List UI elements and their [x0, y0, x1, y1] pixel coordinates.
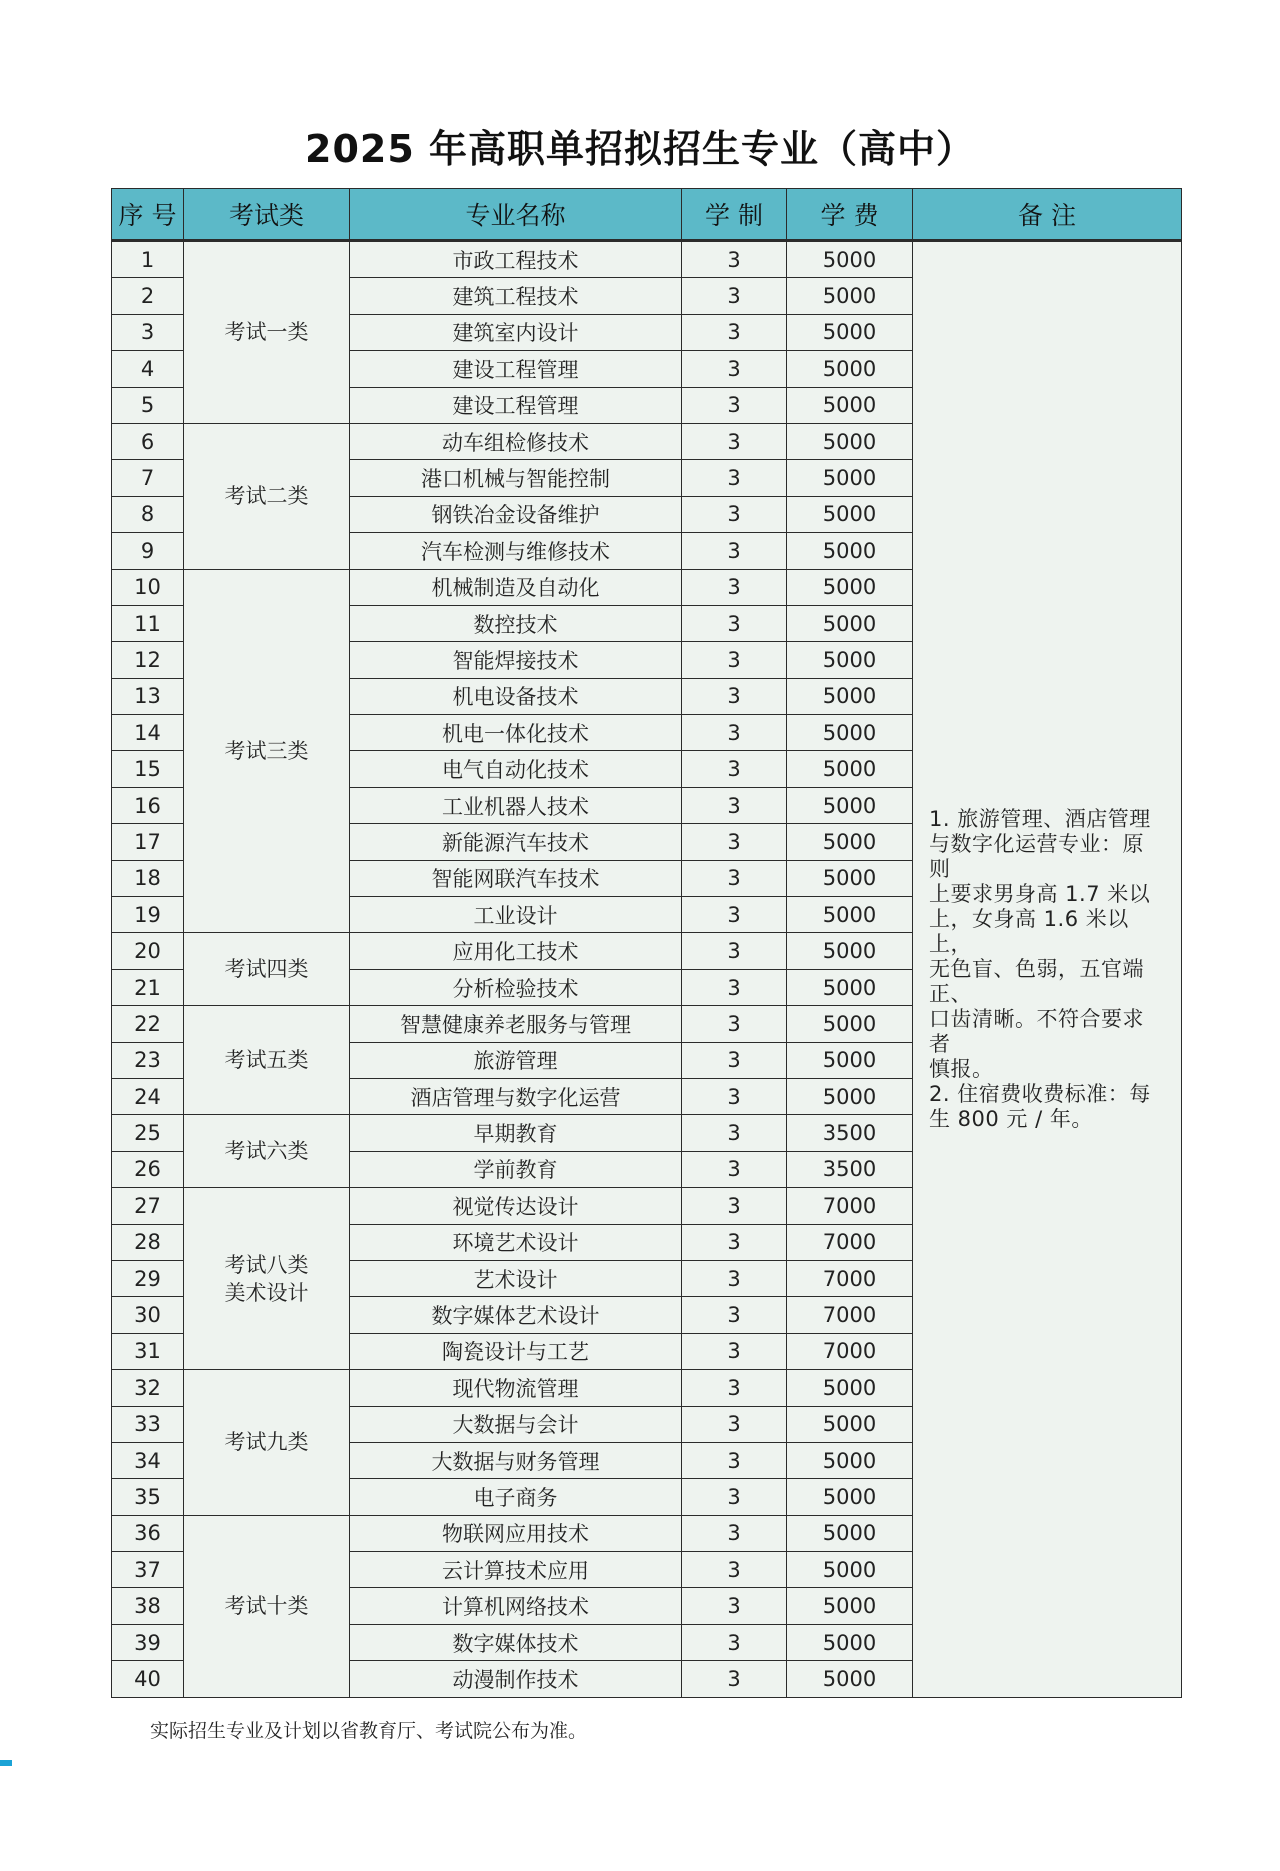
cell-index: 37: [112, 1552, 184, 1588]
cell-index: 16: [112, 787, 184, 823]
cell-years: 3: [682, 860, 787, 896]
cell-index: 19: [112, 897, 184, 933]
cell-index: 15: [112, 751, 184, 787]
cell-index: 24: [112, 1078, 184, 1114]
cell-major: 智能焊接技术: [350, 642, 682, 678]
cell-index: 2: [112, 278, 184, 314]
cell-years: 3: [682, 1224, 787, 1260]
page-edge-mark: [0, 1760, 12, 1766]
cell-fee: 5000: [787, 1661, 913, 1697]
cell-major: 现代物流管理: [350, 1370, 682, 1406]
cell-major: 大数据与会计: [350, 1406, 682, 1442]
cell-years: 3: [682, 1042, 787, 1078]
cell-remarks: 1. 旅游管理、酒店管理 与数字化运营专业：原则 上要求男身高 1.7 米以 上，女身高 1.6 米以上， 无色盲、色弱，五官端正、 口齿清晰。不符合要求者 慎报。 2. 住宿费收费标准：每 生 800 元 / 年。: [913, 241, 1182, 1698]
cell-years: 3: [682, 715, 787, 751]
cell-major: 机电设备技术: [350, 678, 682, 714]
cell-major: 云计算技术应用: [350, 1552, 682, 1588]
cell-major: 工业机器人技术: [350, 787, 682, 823]
cell-index: 11: [112, 605, 184, 641]
cell-fee: 5000: [787, 824, 913, 860]
cell-index: 23: [112, 1042, 184, 1078]
cell-index: 33: [112, 1406, 184, 1442]
cell-years: 3: [682, 1370, 787, 1406]
cell-major: 分析检验技术: [350, 969, 682, 1005]
cell-exam-category: 考试六类: [184, 1115, 350, 1188]
cell-major: 建设工程管理: [350, 351, 682, 387]
cell-fee: 5000: [787, 1042, 913, 1078]
cell-years: 3: [682, 314, 787, 350]
page-title: 2025 年高职单招拟招生专业（高中）: [305, 127, 975, 171]
cell-major: 港口机械与智能控制: [350, 460, 682, 496]
cell-index: 7: [112, 460, 184, 496]
cell-index: 26: [112, 1151, 184, 1187]
cell-major: 动漫制作技术: [350, 1661, 682, 1697]
table-row: [112, 241, 1182, 278]
cell-years: 3: [682, 278, 787, 314]
cell-years: 3: [682, 1624, 787, 1660]
cell-major: 新能源汽车技术: [350, 824, 682, 860]
cell-fee: 7000: [787, 1297, 913, 1333]
cell-fee: 5000: [787, 278, 913, 314]
cell-fee: 5000: [787, 678, 913, 714]
cell-index: 14: [112, 715, 184, 751]
cell-major: 钢铁冶金设备维护: [350, 496, 682, 532]
cell-years: 3: [682, 824, 787, 860]
cell-fee: 5000: [787, 897, 913, 933]
cell-index: 31: [112, 1333, 184, 1369]
cell-years: 3: [682, 387, 787, 423]
cell-fee: 5000: [787, 569, 913, 605]
cell-exam-category: 考试五类: [184, 1006, 350, 1115]
cell-fee: 5000: [787, 1624, 913, 1660]
cell-fee: 5000: [787, 1515, 913, 1551]
cell-fee: 5000: [787, 715, 913, 751]
cell-years: 3: [682, 1006, 787, 1042]
cell-fee: 5000: [787, 1078, 913, 1114]
cell-fee: 3500: [787, 1115, 913, 1151]
cell-fee: 7000: [787, 1333, 913, 1369]
cell-years: 3: [682, 460, 787, 496]
cell-fee: 5000: [787, 605, 913, 641]
cell-major: 数字媒体艺术设计: [350, 1297, 682, 1333]
cell-index: 20: [112, 933, 184, 969]
cell-exam-category: 考试二类: [184, 423, 350, 569]
cell-years: 3: [682, 1406, 787, 1442]
cell-fee: 7000: [787, 1260, 913, 1296]
cell-fee: 5000: [787, 642, 913, 678]
cell-exam-category: 考试一类: [184, 241, 350, 424]
cell-major: 环境艺术设计: [350, 1224, 682, 1260]
cell-index: 5: [112, 387, 184, 423]
cell-index: 38: [112, 1588, 184, 1624]
cell-major: 学前教育: [350, 1151, 682, 1187]
cell-fee: 5000: [787, 1588, 913, 1624]
cell-index: 17: [112, 824, 184, 860]
cell-fee: 5000: [787, 314, 913, 350]
table-body: [112, 241, 1182, 1698]
cell-years: 3: [682, 1260, 787, 1296]
cell-index: 6: [112, 423, 184, 459]
cell-index: 30: [112, 1297, 184, 1333]
cell-years: 3: [682, 423, 787, 459]
header-remarks: 备 注: [913, 189, 1182, 241]
cell-major: 电子商务: [350, 1479, 682, 1515]
cell-major: 市政工程技术: [350, 241, 682, 278]
cell-index: 40: [112, 1661, 184, 1697]
cell-major: 机械制造及自动化: [350, 569, 682, 605]
cell-index: 12: [112, 642, 184, 678]
cell-fee: 5000: [787, 496, 913, 532]
cell-fee: 5000: [787, 460, 913, 496]
cell-major: 建筑工程技术: [350, 278, 682, 314]
header-major: 专业名称: [350, 189, 682, 241]
cell-fee: 5000: [787, 969, 913, 1005]
cell-years: 3: [682, 969, 787, 1005]
cell-index: 13: [112, 678, 184, 714]
enrollment-table: [111, 188, 1182, 1698]
footnote: 实际招生专业及计划以省教育厅、考试院公布为准。: [150, 1720, 588, 1742]
cell-index: 29: [112, 1260, 184, 1296]
cell-years: 3: [682, 933, 787, 969]
cell-index: 3: [112, 314, 184, 350]
cell-exam-category: 考试十类: [184, 1515, 350, 1697]
cell-index: 34: [112, 1442, 184, 1478]
cell-fee: 5000: [787, 860, 913, 896]
cell-fee: 5000: [787, 351, 913, 387]
cell-index: 25: [112, 1115, 184, 1151]
cell-years: 3: [682, 1188, 787, 1224]
cell-years: 3: [682, 642, 787, 678]
cell-fee: 7000: [787, 1188, 913, 1224]
cell-exam-category: 考试九类: [184, 1370, 350, 1516]
cell-fee: 7000: [787, 1224, 913, 1260]
cell-years: 3: [682, 605, 787, 641]
cell-years: 3: [682, 1552, 787, 1588]
cell-fee: 5000: [787, 1006, 913, 1042]
cell-exam-category: 考试八类 美术设计: [184, 1188, 350, 1370]
cell-years: 3: [682, 1333, 787, 1369]
cell-years: 3: [682, 678, 787, 714]
cell-years: 3: [682, 569, 787, 605]
cell-years: 3: [682, 533, 787, 569]
cell-years: 3: [682, 241, 787, 278]
cell-years: 3: [682, 751, 787, 787]
cell-fee: 3500: [787, 1151, 913, 1187]
cell-major: 汽车检测与维修技术: [350, 533, 682, 569]
cell-major: 建设工程管理: [350, 387, 682, 423]
cell-index: 32: [112, 1370, 184, 1406]
cell-major: 机电一体化技术: [350, 715, 682, 751]
cell-index: 10: [112, 569, 184, 605]
cell-fee: 5000: [787, 423, 913, 459]
cell-major: 计算机网络技术: [350, 1588, 682, 1624]
cell-index: 22: [112, 1006, 184, 1042]
cell-major: 数字媒体技术: [350, 1624, 682, 1660]
cell-index: 28: [112, 1224, 184, 1260]
cell-fee: 5000: [787, 1442, 913, 1478]
cell-major: 陶瓷设计与工艺: [350, 1333, 682, 1369]
cell-years: 3: [682, 897, 787, 933]
cell-fee: 5000: [787, 1552, 913, 1588]
cell-major: 早期教育: [350, 1115, 682, 1151]
cell-fee: 5000: [787, 1406, 913, 1442]
cell-major: 建筑室内设计: [350, 314, 682, 350]
cell-index: 39: [112, 1624, 184, 1660]
cell-major: 艺术设计: [350, 1260, 682, 1296]
cell-years: 3: [682, 787, 787, 823]
cell-fee: 5000: [787, 533, 913, 569]
cell-index: 18: [112, 860, 184, 896]
cell-index: 9: [112, 533, 184, 569]
cell-index: 27: [112, 1188, 184, 1224]
cell-index: 4: [112, 351, 184, 387]
cell-years: 3: [682, 1588, 787, 1624]
cell-fee: 5000: [787, 933, 913, 969]
table-header-row: [112, 189, 1182, 241]
header-index: 序 号: [112, 189, 184, 241]
cell-major: 数控技术: [350, 605, 682, 641]
cell-years: 3: [682, 1115, 787, 1151]
cell-major: 视觉传达设计: [350, 1188, 682, 1224]
cell-exam-category: 考试四类: [184, 933, 350, 1006]
cell-years: 3: [682, 1151, 787, 1187]
cell-major: 酒店管理与数字化运营: [350, 1078, 682, 1114]
cell-exam-category: 考试三类: [184, 569, 350, 933]
cell-major: 电气自动化技术: [350, 751, 682, 787]
cell-index: 21: [112, 969, 184, 1005]
cell-years: 3: [682, 1661, 787, 1697]
cell-major: 大数据与财务管理: [350, 1442, 682, 1478]
cell-fee: 5000: [787, 1370, 913, 1406]
cell-fee: 5000: [787, 1479, 913, 1515]
cell-index: 8: [112, 496, 184, 532]
cell-years: 3: [682, 1442, 787, 1478]
cell-years: 3: [682, 1078, 787, 1114]
cell-years: 3: [682, 351, 787, 387]
cell-major: 智能网联汽车技术: [350, 860, 682, 896]
header-fee: 学 费: [787, 189, 913, 241]
cell-major: 动车组检修技术: [350, 423, 682, 459]
cell-years: 3: [682, 1479, 787, 1515]
cell-major: 应用化工技术: [350, 933, 682, 969]
cell-index: 36: [112, 1515, 184, 1551]
cell-index: 1: [112, 241, 184, 278]
cell-major: 智慧健康养老服务与管理: [350, 1006, 682, 1042]
cell-index: 35: [112, 1479, 184, 1515]
cell-years: 3: [682, 496, 787, 532]
cell-fee: 5000: [787, 387, 913, 423]
header-category: 考试类: [184, 189, 350, 241]
cell-years: 3: [682, 1297, 787, 1333]
cell-major: 旅游管理: [350, 1042, 682, 1078]
cell-major: 工业设计: [350, 897, 682, 933]
cell-fee: 5000: [787, 787, 913, 823]
cell-major: 物联网应用技术: [350, 1515, 682, 1551]
cell-fee: 5000: [787, 751, 913, 787]
cell-fee: 5000: [787, 241, 913, 278]
cell-years: 3: [682, 1515, 787, 1551]
header-years: 学 制: [682, 189, 787, 241]
